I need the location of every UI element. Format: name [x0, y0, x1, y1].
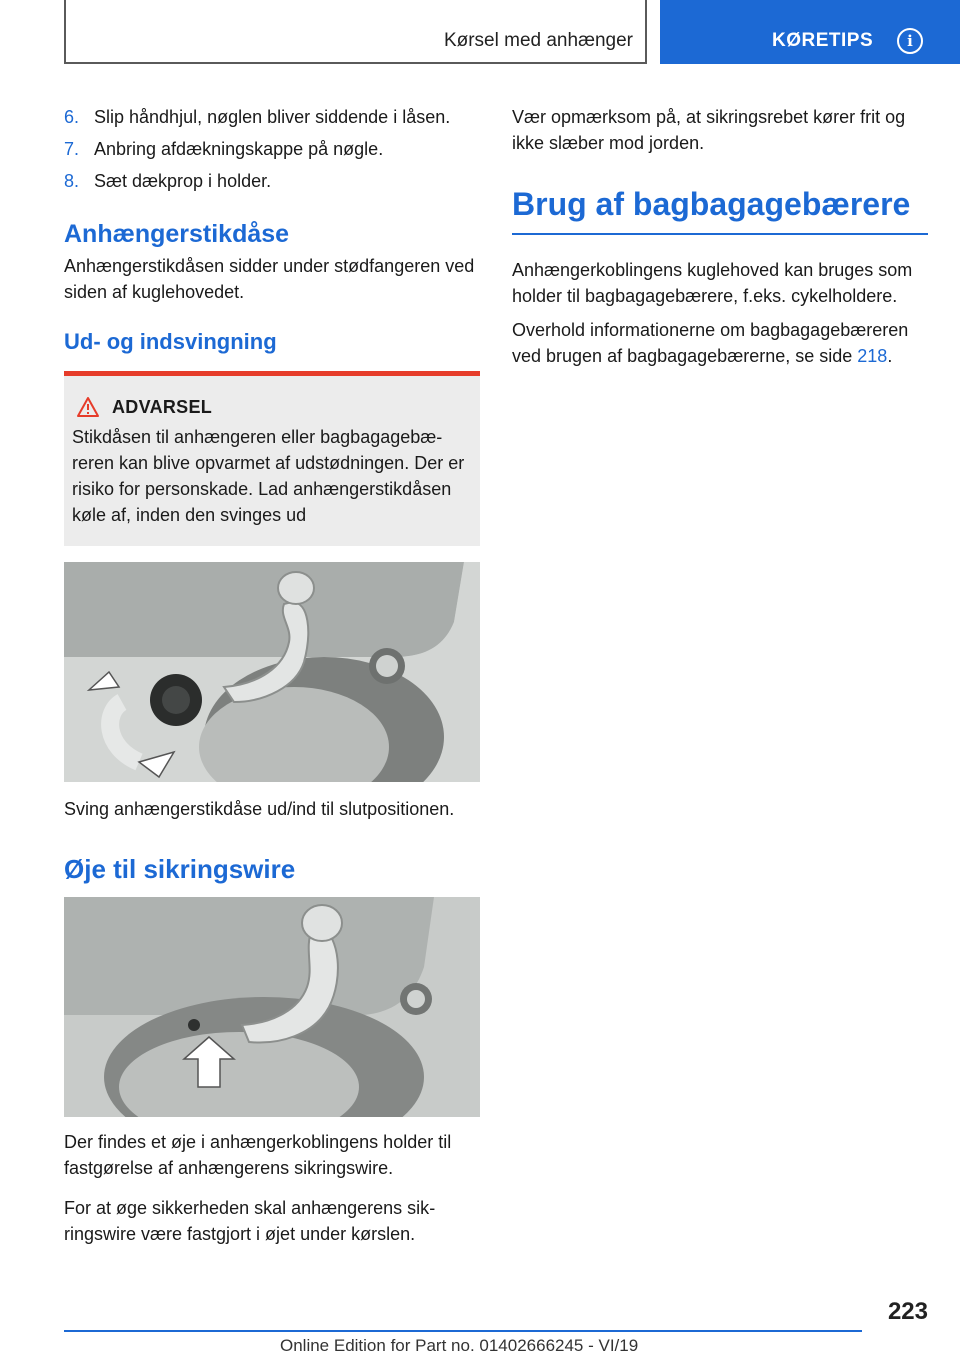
chapter-tag[interactable]: KØRETIPS: [772, 30, 874, 51]
step-number: 6.: [64, 107, 80, 127]
warning-box: [64, 371, 480, 546]
rack-paragraph-1: Anhængerkoblingens kuglehoved kan bruges som holder til bagbagagebærere, f.eks. cykelholdere.: [512, 260, 913, 306]
step-text: Sæt dækprop i holder.: [94, 171, 272, 191]
step-item: [64, 168, 480, 194]
safety-wire-eye-illustration: [64, 897, 480, 1117]
page-number: 223: [887, 1298, 928, 1325]
step-item: [64, 104, 480, 130]
step-text: Anbring afdækningskappe på nøgle.: [94, 139, 384, 159]
header-section-box: [64, 0, 647, 64]
socket-swing-illustration: [64, 562, 480, 782]
warning-header: [76, 396, 472, 418]
swing-heading: Ud- og indsvingning: [64, 329, 277, 354]
socket-heading: Anhængerstikdåse: [64, 220, 290, 248]
section-title: Kørsel med anhænger: [443, 30, 633, 51]
footer-edition: Online Edition for Part no. 01402666245 - VI/19: [280, 1336, 639, 1355]
rack-heading: Brug af bagbagagebærere: [512, 186, 928, 235]
step-number: 8.: [64, 171, 80, 191]
rack-paragraph-2: [512, 317, 928, 369]
warning-title: ADVARSEL: [112, 396, 213, 417]
step-number: 7.: [64, 139, 80, 159]
step-item: [64, 136, 480, 162]
eye-paragraph-2: For at øge sikkerheden skal anhængerens sikringswire være fastgjort i øjet under kørslen.: [64, 1198, 436, 1244]
eye-heading: Øje til sikringswire: [64, 854, 296, 884]
header-chapter-box[interactable]: [660, 0, 960, 64]
warning-text: Stikdåsen til anhængeren eller bagbagagebæreren kan blive opvarmet af udstødningen. Der er risiko for personskade. Lad anhængerstikdåsen køle af, inden den svinges ud: [72, 427, 465, 525]
footer-divider: [64, 1330, 862, 1332]
page-reference-link[interactable]: 218: [857, 346, 888, 366]
left-column: [64, 104, 480, 1247]
right-column: [512, 104, 928, 369]
eye-paragraph-1: Der findes et øje i anhængerkoblingens holder til fastgørelse af anhængerens sikringswire.: [64, 1132, 452, 1178]
info-icon[interactable]: i: [897, 28, 923, 54]
step-text: Slip håndhjul, nøglen bliver siddende i låsen.: [94, 107, 451, 127]
rack-paragraph-2-text: Overhold informationerne om bagbagagebæreren ved brugen af bagbagagebærerne, se side: [512, 320, 909, 366]
wire-note-paragraph: Vær opmærksom på, at sikringsrebet kører frit og ikke slæber mod jorden.: [512, 107, 906, 153]
swing-caption: Sving anhængerstikdåse ud/ind til slutpositionen.: [64, 799, 455, 819]
rack-paragraph-2-end: .: [887, 346, 893, 366]
warning-triangle-icon: [76, 396, 100, 418]
socket-body: Anhængerstikdåsen sidder under stødfangeren ved siden af kuglehovedet.: [64, 256, 475, 302]
